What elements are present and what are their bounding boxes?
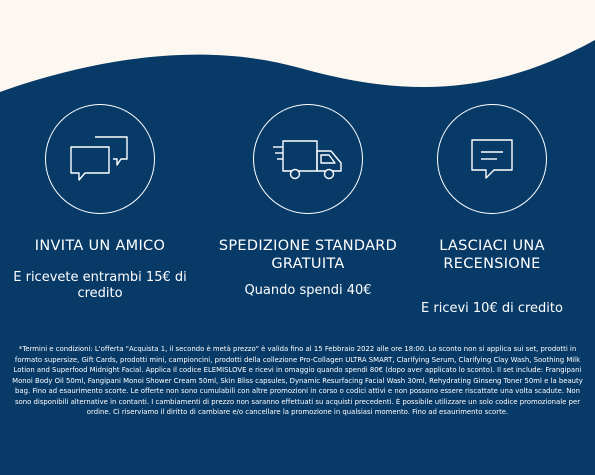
feature-description: E ricevete entrambi 15€ di credito bbox=[13, 269, 187, 301]
feature-invite-friend bbox=[10, 104, 190, 303]
feature-leave-review bbox=[402, 104, 582, 318]
review-message-icon bbox=[468, 136, 516, 182]
feature-icon-circle bbox=[437, 104, 547, 214]
terms-and-conditions: *Termini e condizioni: L'offerta "Acquista 1, il secondo è metà prezzo" è valida fino al 15 Febbraio 2022 alle ore 18:00. Lo sconto non si applica sui set, prodotti in formato supersize, Gift Cards, prodotti mini, campioncini, prodotti della collezione Pro-Collagen ULTRA SMART, Clarifying Serum, Clarifying Clay Wash, Soothing Milk Lotion and Superfood Midnight Facial. Applica il codice ELEMISLOVE e ricevi in omaggio quando spendi 80€ (dopo aver applicato lo sconto). Il set include: Frangipani Monoi Body Oil 50ml, Fangipani Monoi Shower Cream 50ml, Skin Bliss capsules, Dynamic Resurfacing Facial Wash 30ml, Rehydrating Ginseng Toner 50ml e la beauty bag. Fino ad esaurimento scorte. Le offerte non sono cumulabili con altre promozioni in corso o codici attivi e non possono essere riscattate una volta scadute. Non sono disponibili alternative in contanti. I cambiamenti di prezzo non saranno effettuati su acquisti precedenti. È possibile utilizzare un solo codice promozionale per ordine. Ci riserviamo il diritto di cambiare e/o cancellare la promozione in qualsiasi momento. Fino ad esaurimento scorte. bbox=[12, 345, 583, 416]
feature-title: SPEDIZIONE STANDARD GRATUITA bbox=[218, 238, 398, 272]
feature-description: Quando spendi 40€ bbox=[244, 283, 372, 298]
feature-title: INVITA UN AMICO bbox=[34, 238, 166, 254]
delivery-truck-icon bbox=[271, 137, 345, 181]
feature-free-shipping bbox=[218, 104, 398, 300]
feature-icon-circle bbox=[253, 104, 363, 214]
feature-icon-circle bbox=[45, 104, 155, 214]
chat-bubbles-icon bbox=[69, 133, 131, 185]
feature-description: E ricevi 10€ di credito bbox=[421, 301, 563, 316]
feature-title: LASCIACI UNA RECENSIONE bbox=[439, 238, 545, 272]
